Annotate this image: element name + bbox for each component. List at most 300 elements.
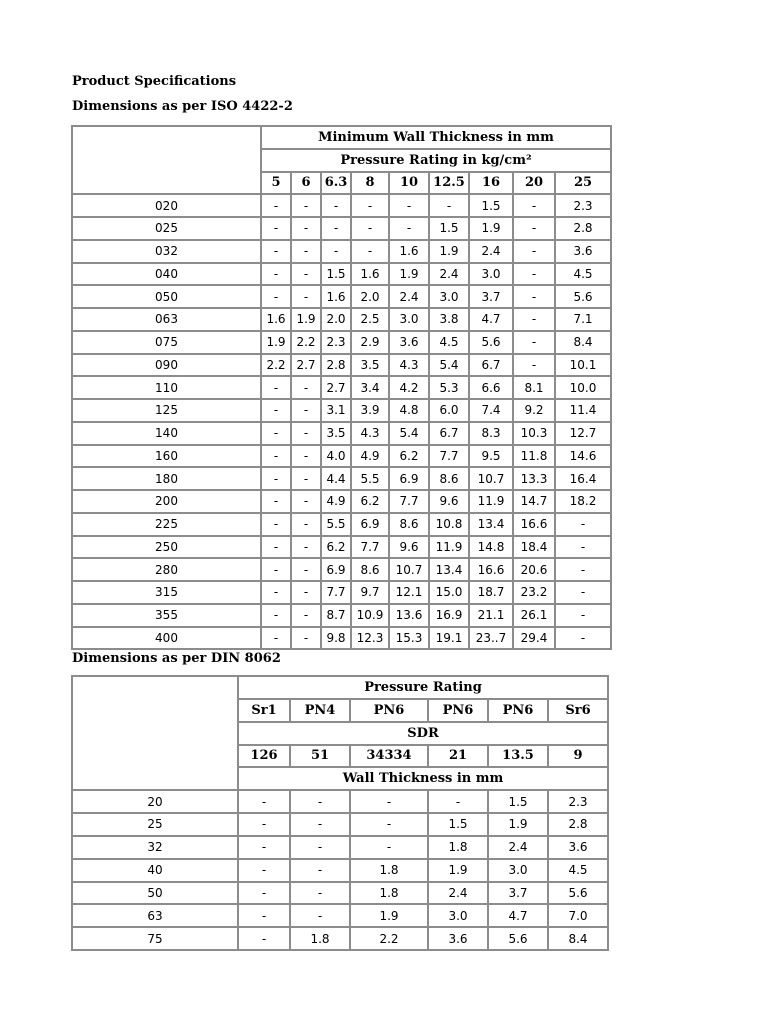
thickness-cell: - (238, 904, 290, 927)
table-row (72, 627, 611, 650)
thickness-cell: 1.5 (469, 194, 513, 217)
table-row (72, 194, 611, 217)
din-table-title: Dimensions as per DIN 8062 (72, 651, 281, 666)
thickness-cell: 5.6 (469, 331, 513, 354)
thickness-cell: - (321, 217, 351, 240)
thickness-cell: 3.0 (389, 308, 429, 331)
thickness-cell: 7.7 (321, 581, 351, 604)
din-specs-table (71, 675, 609, 951)
thickness-cell: 1.9 (428, 859, 488, 882)
thickness-cell: 11.4 (555, 399, 611, 422)
table-row (72, 813, 608, 836)
thickness-cell: 6.7 (469, 354, 513, 377)
thickness-cell: 7.4 (469, 399, 513, 422)
thickness-cell: 23..7 (469, 627, 513, 650)
thickness-cell: 5.6 (548, 882, 608, 905)
outer-diameter-cell: 280 (72, 558, 261, 581)
sdr-value-cell: 126 (238, 745, 290, 768)
thickness-cell: 12.1 (389, 581, 429, 604)
thickness-cell: - (555, 627, 611, 650)
thickness-cell: 1.9 (350, 904, 428, 927)
thickness-cell: 15.3 (389, 627, 429, 650)
pressure-rating-cell: 20 (513, 172, 555, 195)
thickness-cell: 3.0 (488, 859, 548, 882)
thickness-cell: 8.6 (351, 558, 389, 581)
thickness-cell: - (389, 217, 429, 240)
din-pressure-header: Pressure Rating (238, 676, 608, 699)
outer-diameter-cell: 200 (72, 490, 261, 513)
thickness-cell: - (291, 627, 321, 650)
thickness-cell: 6.9 (321, 558, 351, 581)
thickness-cell: - (513, 354, 555, 377)
thickness-cell: 15.0 (429, 581, 469, 604)
thickness-cell: - (261, 376, 291, 399)
table-row (72, 581, 611, 604)
thickness-cell: 6.7 (429, 422, 469, 445)
thickness-cell: 13.3 (513, 467, 555, 490)
thickness-cell: 4.0 (321, 445, 351, 468)
thickness-cell: 4.3 (351, 422, 389, 445)
pressure-rating-cell: 12.5 (429, 172, 469, 195)
outer-diameter-cell: 090 (72, 354, 261, 377)
thickness-cell: 16.6 (469, 558, 513, 581)
thickness-cell: 12.7 (555, 422, 611, 445)
thickness-cell: 10.9 (351, 604, 389, 627)
thickness-cell: 3.6 (428, 927, 488, 950)
pressure-rating-cell: 6.3 (321, 172, 351, 195)
thickness-cell: - (290, 859, 350, 882)
thickness-cell: - (555, 581, 611, 604)
thickness-cell: 29.4 (513, 627, 555, 650)
thickness-cell: 6.6 (469, 376, 513, 399)
outer-diameter-cell: 32 (72, 836, 238, 859)
thickness-cell: 10.1 (555, 354, 611, 377)
thickness-cell: - (555, 513, 611, 536)
thickness-cell: 12.3 (351, 627, 389, 650)
thickness-cell: 2.2 (350, 927, 428, 950)
thickness-cell: 2.3 (555, 194, 611, 217)
thickness-cell: 2.8 (548, 813, 608, 836)
thickness-cell: 8.4 (548, 927, 608, 950)
thickness-cell: 2.4 (469, 240, 513, 263)
thickness-cell: 3.1 (321, 399, 351, 422)
thickness-cell: - (261, 240, 291, 263)
thickness-cell: 2.3 (548, 790, 608, 813)
thickness-cell: 16.9 (429, 604, 469, 627)
thickness-cell: 6.9 (389, 467, 429, 490)
thickness-cell: - (291, 194, 321, 217)
table-row (72, 376, 611, 399)
thickness-cell: 1.9 (291, 308, 321, 331)
outer-diameter-cell: 250 (72, 536, 261, 559)
thickness-cell: 2.0 (351, 285, 389, 308)
outer-diameter-cell: 225 (72, 513, 261, 536)
thickness-cell: - (350, 836, 428, 859)
thickness-cell: 3.6 (555, 240, 611, 263)
table-row (72, 927, 608, 950)
thickness-cell: 4.2 (389, 376, 429, 399)
thickness-cell: 1.8 (428, 836, 488, 859)
thickness-cell: 2.2 (261, 354, 291, 377)
thickness-cell: 1.8 (290, 927, 350, 950)
thickness-cell: - (238, 927, 290, 950)
thickness-cell: 13.6 (389, 604, 429, 627)
thickness-cell: 4.8 (389, 399, 429, 422)
thickness-cell: - (513, 285, 555, 308)
table-row (72, 217, 611, 240)
thickness-cell: 11.8 (513, 445, 555, 468)
outer-diameter-cell: 075 (72, 331, 261, 354)
thickness-cell: 1.5 (321, 263, 351, 286)
thickness-cell: - (261, 285, 291, 308)
pressure-rating-cell: 25 (555, 172, 611, 195)
thickness-cell: 9.6 (389, 536, 429, 559)
din-header-row-1 (72, 676, 608, 699)
thickness-cell: 8.7 (321, 604, 351, 627)
thickness-cell: - (513, 217, 555, 240)
outer-diameter-cell: 355 (72, 604, 261, 627)
thickness-cell: 3.9 (351, 399, 389, 422)
thickness-cell: 3.5 (321, 422, 351, 445)
thickness-cell: 10.7 (389, 558, 429, 581)
thickness-cell: 3.6 (548, 836, 608, 859)
thickness-cell: 23.2 (513, 581, 555, 604)
thickness-cell: 14.7 (513, 490, 555, 513)
table-row (72, 240, 611, 263)
thickness-cell: 3.5 (351, 354, 389, 377)
thickness-cell: 9.7 (351, 581, 389, 604)
thickness-cell: - (261, 194, 291, 217)
sdr-value-cell: 21 (428, 745, 488, 768)
sdr-value-cell: 34334 (350, 745, 428, 768)
thickness-cell: 9.2 (513, 399, 555, 422)
outer-diameter-cell: 180 (72, 467, 261, 490)
sdr-value-cell: 9 (548, 745, 608, 768)
thickness-cell: - (261, 604, 291, 627)
table-row (72, 882, 608, 905)
thickness-cell: 4.5 (548, 859, 608, 882)
thickness-cell: 2.5 (351, 308, 389, 331)
table-row (72, 558, 611, 581)
thickness-cell: 5.5 (351, 467, 389, 490)
outer-diameter-cell: 025 (72, 217, 261, 240)
thickness-cell: 3.7 (469, 285, 513, 308)
thickness-cell: 9.5 (469, 445, 513, 468)
thickness-cell: 10.7 (469, 467, 513, 490)
thickness-cell: - (291, 490, 321, 513)
thickness-cell: 16.4 (555, 467, 611, 490)
outer-diameter-cell: 032 (72, 240, 261, 263)
thickness-cell: 8.4 (555, 331, 611, 354)
thickness-cell: - (261, 581, 291, 604)
outer-diameter-cell: 050 (72, 285, 261, 308)
thickness-cell: 14.8 (469, 536, 513, 559)
thickness-cell: 3.7 (488, 882, 548, 905)
thickness-cell: 4.5 (429, 331, 469, 354)
table-row (72, 836, 608, 859)
outer-diameter-cell: 400 (72, 627, 261, 650)
thickness-cell: - (291, 263, 321, 286)
thickness-cell: - (350, 790, 428, 813)
sdr-value-cell: 13.5 (488, 745, 548, 768)
thickness-cell: 7.7 (389, 490, 429, 513)
thickness-cell: - (291, 399, 321, 422)
table-row (72, 604, 611, 627)
thickness-cell: 2.9 (351, 331, 389, 354)
thickness-cell: - (238, 836, 290, 859)
thickness-cell: - (350, 813, 428, 836)
table-row (72, 490, 611, 513)
thickness-cell: 4.7 (488, 904, 548, 927)
thickness-cell: - (261, 467, 291, 490)
thickness-cell: 4.7 (469, 308, 513, 331)
thickness-cell: 7.7 (351, 536, 389, 559)
thickness-cell: 2.0 (321, 308, 351, 331)
thickness-cell: 18.4 (513, 536, 555, 559)
thickness-cell: 2.7 (291, 354, 321, 377)
outer-diameter-cell: 040 (72, 263, 261, 286)
table-row (72, 445, 611, 468)
table-row (72, 513, 611, 536)
thickness-cell: - (351, 240, 389, 263)
thickness-cell: 14.6 (555, 445, 611, 468)
thickness-cell: 10.8 (429, 513, 469, 536)
thickness-cell: 4.3 (389, 354, 429, 377)
pressure-class-cell: PN6 (350, 699, 428, 722)
thickness-cell: 6.2 (389, 445, 429, 468)
thickness-cell: 2.2 (291, 331, 321, 354)
thickness-cell: 13.4 (469, 513, 513, 536)
thickness-cell: 1.9 (469, 217, 513, 240)
outer-diameter-cell: 125 (72, 399, 261, 422)
thickness-cell: - (321, 240, 351, 263)
thickness-cell: 4.5 (555, 263, 611, 286)
thickness-cell: 1.6 (351, 263, 389, 286)
iso-table-title: Dimensions as per ISO 4422-2 (72, 99, 293, 114)
thickness-cell: - (555, 604, 611, 627)
thickness-cell: - (261, 263, 291, 286)
thickness-cell: - (555, 558, 611, 581)
thickness-cell: - (291, 558, 321, 581)
thickness-cell: 1.6 (261, 308, 291, 331)
thickness-cell: 1.9 (429, 240, 469, 263)
thickness-cell: - (291, 445, 321, 468)
thickness-cell: - (351, 194, 389, 217)
thickness-cell: - (291, 467, 321, 490)
thickness-cell: 2.7 (321, 376, 351, 399)
thickness-cell: 2.4 (389, 285, 429, 308)
outer-diameter-cell: 160 (72, 445, 261, 468)
thickness-cell: 1.6 (389, 240, 429, 263)
thickness-cell: 1.5 (429, 217, 469, 240)
thickness-cell: 21.1 (469, 604, 513, 627)
thickness-cell: - (291, 581, 321, 604)
thickness-cell: - (429, 194, 469, 217)
thickness-cell: 9.6 (429, 490, 469, 513)
thickness-cell: - (238, 813, 290, 836)
thickness-cell: 2.4 (488, 836, 548, 859)
thickness-cell: 18.2 (555, 490, 611, 513)
thickness-cell: - (261, 558, 291, 581)
thickness-cell: - (261, 513, 291, 536)
thickness-cell: 5.4 (389, 422, 429, 445)
thickness-cell: - (555, 536, 611, 559)
outer-diameter-cell: 140 (72, 422, 261, 445)
pressure-rating-cell: 6 (291, 172, 321, 195)
thickness-cell: - (291, 536, 321, 559)
table-row (72, 790, 608, 813)
thickness-cell: 10.0 (555, 376, 611, 399)
thickness-cell: 5.6 (488, 927, 548, 950)
thickness-cell: - (513, 240, 555, 263)
thickness-cell: - (291, 376, 321, 399)
thickness-cell: 1.8 (350, 882, 428, 905)
outer-diameter-cell: 40 (72, 859, 238, 882)
thickness-cell: - (321, 194, 351, 217)
iso-specs-table (71, 125, 612, 650)
thickness-cell: - (238, 859, 290, 882)
thickness-cell: - (513, 263, 555, 286)
thickness-cell: 19.1 (429, 627, 469, 650)
table-row (72, 263, 611, 286)
table-row (72, 904, 608, 927)
thickness-cell: - (291, 604, 321, 627)
thickness-cell: 16.6 (513, 513, 555, 536)
iso-header-row-1 (72, 126, 611, 149)
table-row (72, 354, 611, 377)
pressure-rating-cell: 16 (469, 172, 513, 195)
pressure-class-cell: PN6 (428, 699, 488, 722)
pressure-rating-cell: 10 (389, 172, 429, 195)
thickness-cell: - (291, 240, 321, 263)
thickness-cell: 6.2 (321, 536, 351, 559)
thickness-cell: - (291, 285, 321, 308)
thickness-cell: - (261, 217, 291, 240)
thickness-cell: 2.4 (428, 882, 488, 905)
pressure-class-cell: Sr1 (238, 699, 290, 722)
outer-diameter-cell: 110 (72, 376, 261, 399)
outer-diameter-cell: 020 (72, 194, 261, 217)
thickness-cell: - (291, 513, 321, 536)
table-row (72, 285, 611, 308)
thickness-cell: - (290, 882, 350, 905)
thickness-cell: 2.8 (555, 217, 611, 240)
thickness-cell: 5.3 (429, 376, 469, 399)
thickness-cell: 1.8 (350, 859, 428, 882)
thickness-cell: - (261, 627, 291, 650)
thickness-cell: 1.6 (321, 285, 351, 308)
thickness-cell: 8.6 (389, 513, 429, 536)
thickness-cell: - (513, 308, 555, 331)
thickness-cell: - (290, 790, 350, 813)
thickness-cell: 9.8 (321, 627, 351, 650)
thickness-cell: - (291, 422, 321, 445)
outer-diameter-cell: 25 (72, 813, 238, 836)
thickness-cell: 5.6 (555, 285, 611, 308)
thickness-cell: 3.6 (389, 331, 429, 354)
thickness-cell: - (513, 194, 555, 217)
thickness-cell: 3.0 (469, 263, 513, 286)
thickness-cell: 8.1 (513, 376, 555, 399)
outer-diameter-cell: 315 (72, 581, 261, 604)
thickness-cell: 4.9 (321, 490, 351, 513)
thickness-cell: - (261, 536, 291, 559)
thickness-cell: 2.8 (321, 354, 351, 377)
thickness-cell: 7.0 (548, 904, 608, 927)
pressure-rating-cell: 8 (351, 172, 389, 195)
wall-thickness-header: Minimum Wall Thickness in mm (261, 126, 611, 149)
thickness-cell: 6.0 (429, 399, 469, 422)
thickness-cell: 5.5 (321, 513, 351, 536)
pressure-class-cell: PN6 (488, 699, 548, 722)
thickness-cell: 18.7 (469, 581, 513, 604)
thickness-cell: 3.0 (428, 904, 488, 927)
thickness-cell: 4.4 (321, 467, 351, 490)
pressure-rating-header: Pressure Rating in kg/cm² (261, 149, 611, 172)
thickness-cell: - (389, 194, 429, 217)
thickness-cell: 10.3 (513, 422, 555, 445)
sdr-header: SDR (238, 722, 608, 745)
outer-diameter-cell: 20 (72, 790, 238, 813)
outer-diameter-cell: 63 (72, 904, 238, 927)
thickness-cell: 2.4 (429, 263, 469, 286)
thickness-cell: 1.9 (261, 331, 291, 354)
iso-corner-cell (72, 126, 261, 194)
table-row (72, 859, 608, 882)
thickness-cell: 11.9 (429, 536, 469, 559)
table-row (72, 422, 611, 445)
thickness-cell: 1.9 (488, 813, 548, 836)
thickness-cell: 3.4 (351, 376, 389, 399)
thickness-cell: - (291, 217, 321, 240)
thickness-cell: 6.2 (351, 490, 389, 513)
outer-diameter-cell: 063 (72, 308, 261, 331)
thickness-cell: - (238, 882, 290, 905)
thickness-cell: - (290, 836, 350, 859)
table-row (72, 308, 611, 331)
din-wall-header: Wall Thickness in mm (238, 767, 608, 790)
thickness-cell: 1.5 (488, 790, 548, 813)
thickness-cell: - (261, 490, 291, 513)
thickness-cell: 7.1 (555, 308, 611, 331)
thickness-cell: - (261, 422, 291, 445)
thickness-cell: 26.1 (513, 604, 555, 627)
table-row (72, 467, 611, 490)
thickness-cell: - (290, 813, 350, 836)
thickness-cell: - (351, 217, 389, 240)
thickness-cell: 3.8 (429, 308, 469, 331)
thickness-cell: 13.4 (429, 558, 469, 581)
thickness-cell: 3.0 (429, 285, 469, 308)
thickness-cell: 8.6 (429, 467, 469, 490)
thickness-cell: 4.9 (351, 445, 389, 468)
table-row (72, 399, 611, 422)
product-specifications-heading: Product Specifications (72, 74, 237, 89)
thickness-cell: - (261, 399, 291, 422)
thickness-cell: 1.9 (389, 263, 429, 286)
thickness-cell: 6.9 (351, 513, 389, 536)
thickness-cell: 11.9 (469, 490, 513, 513)
table-row (72, 536, 611, 559)
thickness-cell: 8.3 (469, 422, 513, 445)
outer-diameter-cell: 75 (72, 927, 238, 950)
thickness-cell: - (428, 790, 488, 813)
thickness-cell: 2.3 (321, 331, 351, 354)
pressure-class-cell: PN4 (290, 699, 350, 722)
pressure-class-cell: Sr6 (548, 699, 608, 722)
thickness-cell: - (290, 904, 350, 927)
thickness-cell: 5.4 (429, 354, 469, 377)
